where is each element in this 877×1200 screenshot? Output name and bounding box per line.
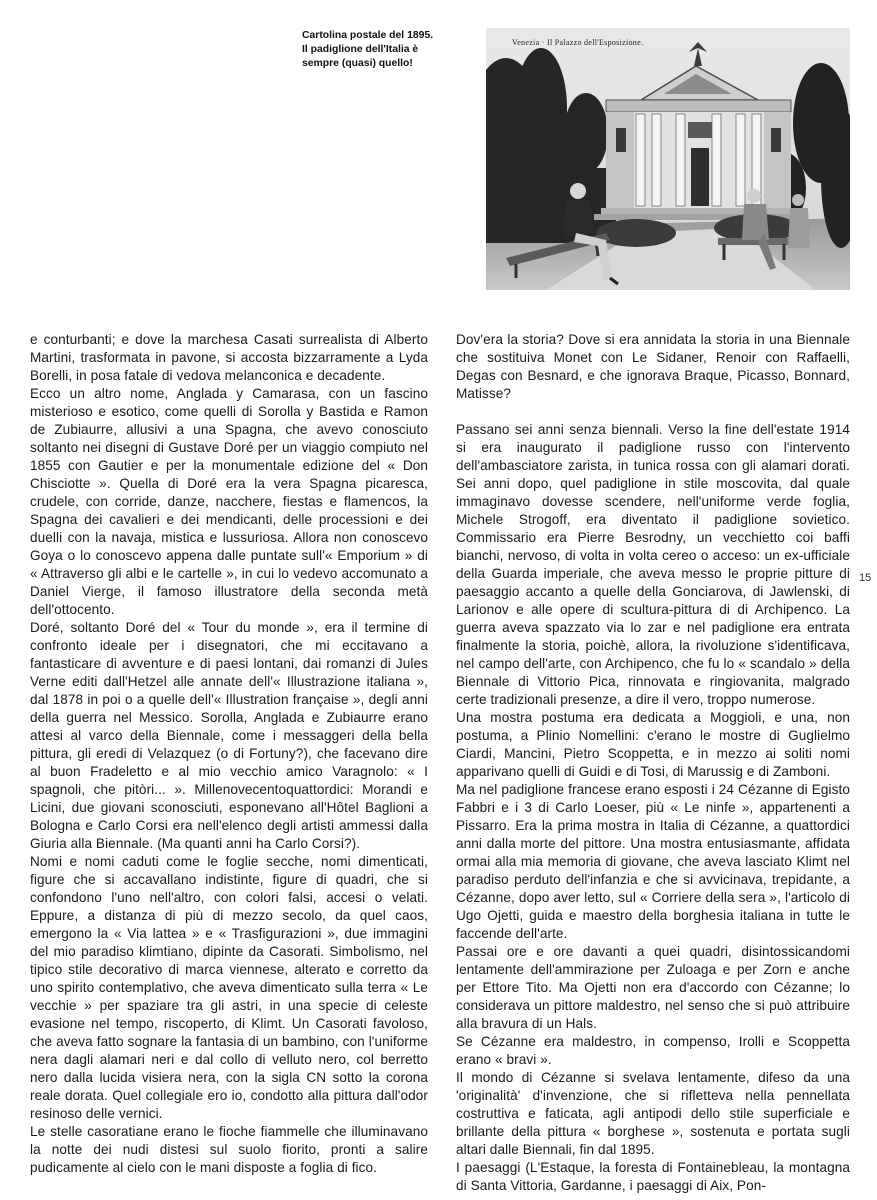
paragraph: Ma nel padiglione francese erano esposti i 24 Cézanne di Egisto Fabbri e i 3 di Carlo Loeser, più « Le ninfe », appartenenti a Pissarro. Era la prima mostra in Italia di Cézanne, a quattordici anni dalla morte del pittore. Una mostra entusiasmante, affidata ormai alla mia memoria di giovane, che aveva lasciato Klimt nel paradiso perduto dell'infanzia e che si avvicinava, trepidante, a Cézanne, dopo aver letto, sul « Corriere della sera », l'articolo di Ugo Ojetti, guida e maestro della borghesia italiana in tutte le faccende dell'arte. [456, 782, 850, 941]
paragraph: Dov'era la storia? Dove si era annidata la storia in una Biennale che sostituiva Monet con Le Sidaner, Renoir con Raffaelli, Degas con Besnard, e che ignorava Braque, Picasso, Bonnard, Matisse? [456, 332, 850, 401]
right-text-column [456, 331, 850, 1195]
paragraph: Passai ore e ore davanti a quei quadri, disintossicandomi lentamente dell'ammirazione per Zuloaga e per Zorn e anche per Ettore Tito. Ma Ojetti non era d'accordo con Cézanne; lo considerava un pittore maldestro, nel senso che si può attribuire alla bravura di un Hals. [456, 944, 850, 1031]
paragraph: Il mondo di Cézanne si svelava lentamente, difeso da una 'originalità' d'invenzione, che si rifletteva nella pennellata costruttiva e faticata, agli antipodi dello stile superficiale e brillante della pittura « borghese », sostenuta e portata sugli altari dalle Biennali, fin dal 1895. [456, 1070, 850, 1157]
postcard-photo [486, 28, 850, 290]
paragraph: Nomi e nomi caduti come le foglie secche, nomi dimenticati, figure che si accavallano indistinte, figure di quadri, che si confondono l'uno nell'altro, con colori falsi, accesi o velati. Eppure, a distanza di più di mezzo secolo, da quel caos, emergono la « Via lattea » e « Trasfigurazioni », due immagini del mio paradiso klimtiano, dipinte da Casorati. Simbolismo, nel tipico stile decorativo di marca viennese, alterato e corretto da uno spirito contemplativo, che aveva dimenticato sulla terra « Le vecchie » per spaziare tra gli astri, in una specie di celeste evasione nel tempo, riscoperto, di Klimt. Un Casorati favoloso, che aveva fatto sognare la fantasia di un bambino, con l'uniforme nera dagli alamari neri e dal collo di velluto nero, col berretto nero dalla lucida visiera nera, con la sigla CN sotto la corona reale dorata. Quel collegiale ero io, condotto alla pittura dall'odor resinoso delle vernici. [30, 854, 428, 1121]
paragraph: Doré, soltanto Doré del « Tour du monde », era il termine di confronto ideale per i disegnatori, che mi eccitavano a fantasticare di avventure e di paesi lontani, dai romanzi di Jules Verne editi dall'Hetzel alle annate dell'« Illustrazione italiana », dal 1878 in poi o a quelle dell'« Illustration française », degli anni della guerra nel Messico. Sorolla, Anglada e Zubiaurre erano attesi al varco della Biennale, come i messaggeri della bella pittura, gli eredi di Velazquez (o di Fortuny?), che facevano dire al buon Fradeletto e al mio vecchio amico Varagnolo: « I spagnoli, che pitòri... ». Millenovecentoquattordici: Morandi e Licini, due giovani sconosciuti, esponevano all'Hôtel Baglioni a Bologna e Carlo Corsi era nell'elenco degli artisti ammessi dalla Giuria alla Biennale. (Ma quanti anni ha Carlo Corsi?). [30, 620, 428, 851]
paragraph: Se Cézanne era maldestro, in compenso, Irolli e Scoppetta erano « bravi ». [456, 1034, 850, 1067]
page-number: 15 [859, 572, 872, 584]
paragraph: I paesaggi (L'Estaque, la foresta di Fontainebleau, la montagna di Santa Vittoria, Gardanne, i paesaggi di Aix, Pon- [456, 1160, 850, 1193]
paragraph: Le stelle casoratiane erano le fioche fiammelle che illuminavano la notte dei nudi distesi sul suolo fiorito, pronti a salire pudicamente al cielo con le mani disposte a foglia di fico. [30, 1124, 428, 1175]
paragraph: Una mostra postuma era dedicata a Moggioli, e una, non postuma, a Plinio Nomellini: c'erano le mostre di Guglielmo Ciardi, Mancini, Pietro Scoppetta, e in mezzo ai soliti nomi apparivano quelli di Guidi e di Tosi, di Marussig e di Zamboni. [456, 710, 850, 779]
paragraph: Passano sei anni senza biennali. Verso la fine dell'estate 1914 si era inaugurato il padiglione russo con l'intervento dell'ambasciatore zarista, in tunica rossa con gli alamari dorati. Sei anni dopo, quel padiglione in stile moscovita, dal quale immaginavo dovesse scendere, nell'uniforme verde foglia, Michele Strogoff, era diventato il padiglione sovietico. Commissario era Pierre Besrodny, un vecchietto coi baffi bianchi, nervoso, di volta in volta cereo o acceso: un ex-ufficiale della Guarda imperiale, che aveva messo le proprie pitture di paesaggio accanto a quelle della Gonciarova, di Jawlenski, di Larionov e alle opere di scultura-pittura di di Archipenco. La guerra aveva spazzato via lo zar e nel padiglione era entrata finalmente la storia, poichè, allora, la rivoluzione s'identificava, nel campo dell'arte, con Archipenco, che fu lo « scandalo » della Biennale di Vittorio Pica, rinnovata e ringiovanita, malgrado certe tradizionali presenze, a dire il vero, troppo numerose. [456, 422, 850, 707]
postcard-label: Venezia · Il Palazzo dell'Esposizione. [512, 38, 644, 47]
photo-caption: Cartolina postale del 1895. Il padiglione dell'Italia è sempre (quasi) quello! [302, 30, 434, 69]
paragraph: Ecco un altro nome, Anglada y Camarasa, con un fascino misterioso e esotico, come quelli di Sorolla y Bastida e Ramon de Zubiaurre, allusivi a una Spagna, che avevo conosciuto soltanto nei disegni di Gustave Doré per un viaggio compiuto nel 1855 con Gautier e per la monumentale edizione del « Don Chisciotte ». Quella di Doré era la vera Spagna picaresca, crudele, con corride, danze, nacchere, fiestas e flamencos, la Spagna dei cavalieri e dei mendicanti, delle processioni e dei duelli con la navaja, mistica e lussuriosa. Allora non conoscevo Goya o lo conoscevo appena dalle puntate sull'« Emporium » di « Attraverso gli albi e le cartelle », in cui lo vedevo accomunato a Daniel Vierge, il famoso illustratore della seconda metà dell'ottocento. [30, 386, 428, 617]
left-text-column [30, 331, 428, 1177]
paragraph: e conturbanti; e dove la marchesa Casati surrealista di Alberto Martini, trasformata in pavone, si accosta bizzarramente a Lyda Borelli, in posa fatale di vedova melanconica e decadente. [30, 332, 428, 383]
